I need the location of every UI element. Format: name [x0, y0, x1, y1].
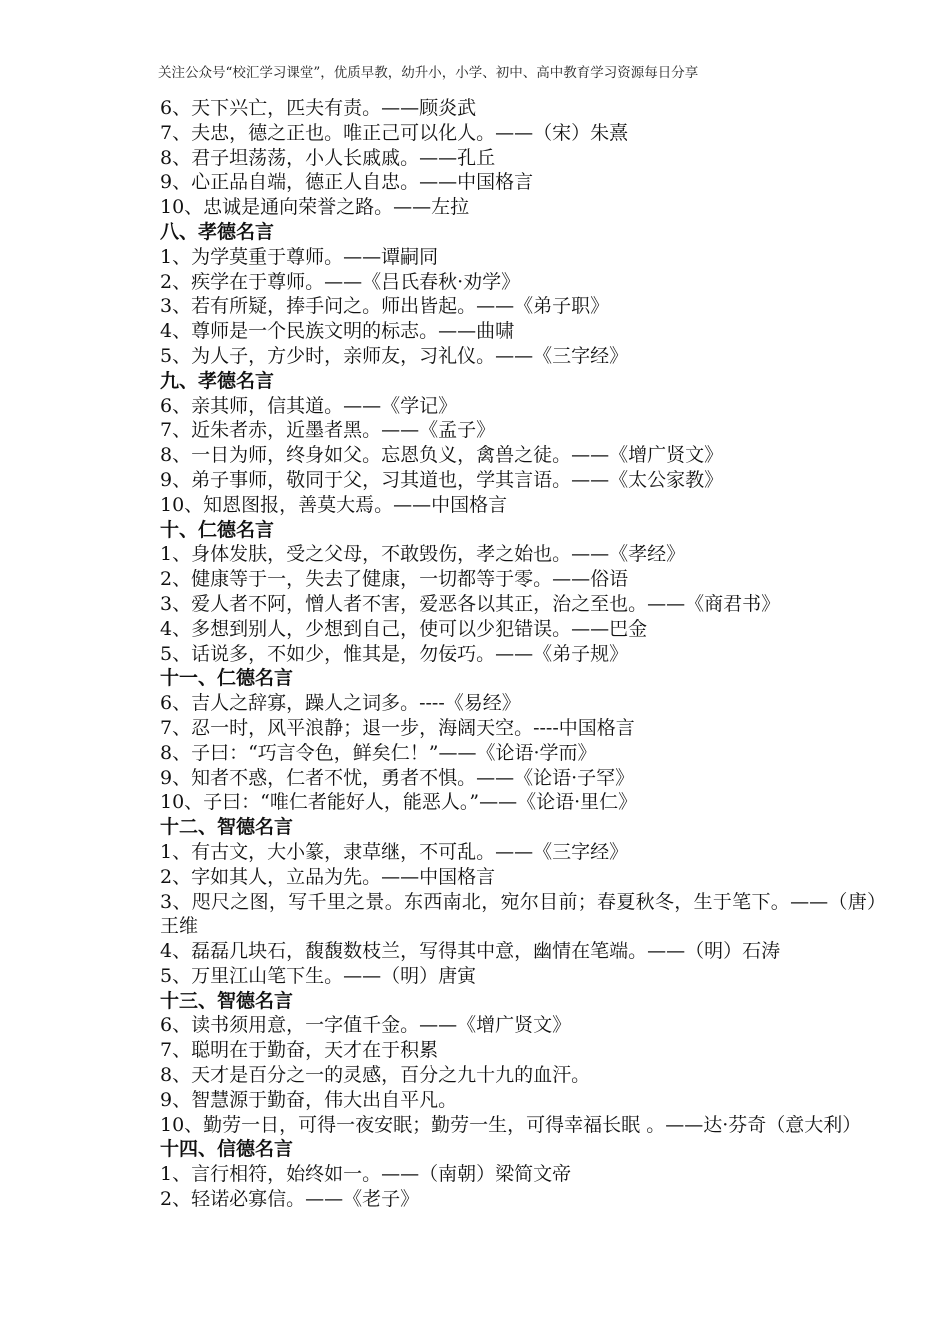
section-heading: 十三、智德名言 — [160, 989, 294, 1012]
quote-list — [160, 96, 886, 1212]
quote-item: 4、尊师是一个民族文明的标志。——曲啸 — [160, 320, 515, 343]
quote-item: 2、轻诺必寡信。——《老子》 — [160, 1188, 420, 1211]
quote-item: 10、知恩图报，善莫大焉。——中国格言 — [160, 493, 508, 516]
quote-item: 9、智慧源于勤奋，伟大出自平凡。 — [160, 1088, 458, 1111]
quote-item: 1、言行相符，始终如一。——（南朝）梁简文帝 — [160, 1163, 572, 1186]
quote-item: 10、勤劳一日，可得一夜安眠；勤劳一生，可得幸福长眠 。——达·芬奇（意大利） — [160, 1113, 862, 1136]
quote-item: 3、若有所疑，捧手问之。师出皆起。——《弟子职》 — [160, 295, 610, 318]
quote-item: 9、知者不惑，仁者不忧，勇者不惧。——《论语·子罕》 — [160, 766, 635, 789]
quote-item: 9、弟子事师，敬同于父，习其道也，学其言语。——《太公家教》 — [160, 468, 724, 491]
quote-item: 1、为学莫重于尊师。——谭嗣同 — [160, 245, 439, 268]
quote-item: 10、子曰：“唯仁者能好人，能恶人。”——《论语·里仁》 — [160, 791, 638, 814]
section-heading: 八、孝德名言 — [160, 220, 275, 243]
quote-item: 6、吉人之辞寡，躁人之词多。----《易经》 — [160, 692, 521, 715]
section-heading: 十一、仁德名言 — [160, 667, 294, 690]
section-heading: 十二、智德名言 — [160, 816, 294, 839]
quote-item: 7、近朱者赤，近墨者黑。——《孟子》 — [160, 419, 496, 442]
header-note: 关注公众号“校汇学习课堂”，优质早教，幼升小，小学、初中、高中教育学习资源每日分享 — [158, 65, 699, 81]
quote-item: 3、爱人者不阿，憎人者不害，爱恶各以其正，治之至也。——《商君书》 — [160, 592, 781, 615]
quote-item: 5、万里江山笔下生。——（明）唐寅 — [160, 964, 477, 987]
quote-item: 1、有古文，大小篆，隶草继，不可乱。——《三字经》 — [160, 840, 629, 863]
quote-item: 9、心正品自端，德正人自忠。——中国格言 — [160, 171, 534, 194]
quote-item: 5、为人子，方少时，亲师友，习礼仪。——《三字经》 — [160, 344, 629, 367]
quote-item: 2、疾学在于尊师。——《吕氏春秋·劝学》 — [160, 270, 521, 293]
quote-item: 6、读书须用意，一字值千金。——《增广贤文》 — [160, 1014, 572, 1037]
quote-item: 10、忠诚是通向荣誉之路。——左拉 — [160, 196, 470, 219]
quote-item: 7、夫忠，德之正也。唯正己可以化人。——（宋）朱熹 — [160, 121, 629, 144]
quote-item: 6、亲其师，信其道。——《学记》 — [160, 394, 458, 417]
section-heading: 十四、信德名言 — [160, 1138, 294, 1161]
quote-item: 7、聪明在于勤奋，天才在于积累 — [160, 1039, 439, 1062]
section-heading: 十、仁德名言 — [160, 518, 275, 541]
quote-item: 6、天下兴亡，匹夫有责。——顾炎武 — [160, 97, 477, 119]
quote-item: 7、忍一时，风平浪静；退一步，海阔天空。----中国格言 — [160, 716, 635, 739]
quote-item: 4、多想到别人，少想到自己，使可以少犯错误。——巴金 — [160, 617, 648, 640]
section-heading: 九、孝德名言 — [160, 369, 275, 392]
quote-item: 8、一日为师，终身如父。忘恩负义，禽兽之徒。——《增广贤文》 — [160, 444, 724, 467]
quote-item: 8、君子坦荡荡，小人长戚戚。——孔丘 — [160, 146, 496, 169]
quote-item: 2、字如其人，立品为先。——中国格言 — [160, 865, 496, 888]
quote-item: 5、话说多，不如少，惟其是，勿佞巧。——《弟子规》 — [160, 642, 629, 665]
quote-item: 3、咫尺之图，写千里之景。东西南北，宛尔目前；春夏秋冬，生于笔下。——（唐） 王维 — [160, 890, 886, 938]
quote-item: 8、天才是百分之一的灵感，百分之九十九的血汗。 — [160, 1064, 591, 1087]
quote-item: 2、健康等于一，失去了健康，一切都等于零。——俗语 — [160, 568, 629, 591]
quote-item: 4、磊磊几块石，馥馥数枝兰，写得其中意，幽情在笔端。——（明）石涛 — [160, 940, 781, 963]
quote-item: 1、身体发肤，受之父母，不敢毁伤，孝之始也。——《孝经》 — [160, 543, 686, 566]
quote-item: 8、子曰：“巧言令色，鲜矣仁！”——《论语·学而》 — [160, 741, 597, 764]
